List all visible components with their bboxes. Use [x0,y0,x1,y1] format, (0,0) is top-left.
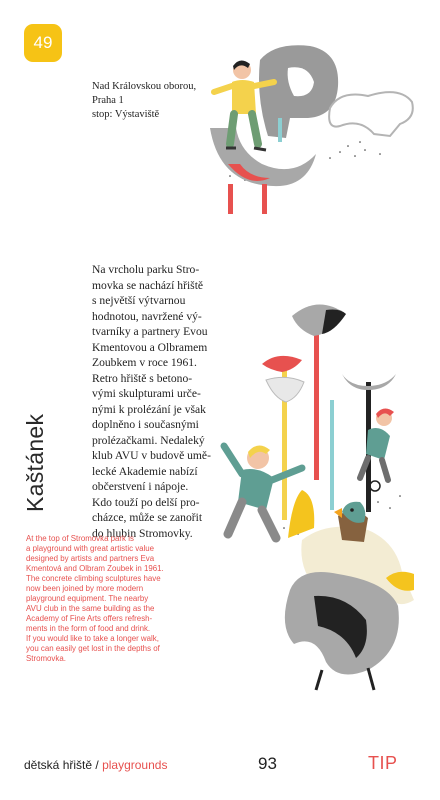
text-line: ments in the form of food and drink. [26,624,151,633]
text-line: do hlubin Stromovky. [92,526,193,540]
text-line: doplněno i současnými [92,418,199,431]
section-label-english: playgrounds [102,758,168,772]
playground-title: Kaštánek [22,413,48,512]
description-english [26,534,216,664]
transit-stop: stop: Výstaviště [92,109,160,120]
text-line: If you would like to take a longer walk, [26,634,159,643]
page-number: 93 [258,754,277,773]
text-line: Academy of Fine Arts offers refresh- [26,614,153,623]
text-line: you can easily get lost in the depths of [26,644,160,653]
tip-label: TIP [368,753,398,773]
section-label [24,758,167,772]
text-line: At the top of Stromovka park is [26,534,134,543]
text-line: Retro hřiště s betono- [92,371,193,385]
text-line: Zoubkem v roce 1961. [92,356,197,369]
entry-number: 49 [33,33,53,52]
text-line: Na vrcholu parku Stro- [92,263,200,276]
text-line: prolézačkami. Nedaleký [92,433,205,447]
text-line: a playground with great artistic value [26,544,155,553]
text-line: Kmentovou a Olbramem [92,340,208,354]
description-czech [92,262,216,541]
text-line: playground equipment. The nearby [26,594,149,603]
text-line: AVU club in the same building as the [26,604,155,613]
text-line: hodnotou, navržené vý- [92,309,202,323]
section-label-czech: dětská hřiště [24,758,93,772]
text-line: Kmentová and Olbram Zoubek in 1961. [26,564,164,573]
text-line: now been joined by more modern [26,584,144,593]
main-illustration [218,290,428,740]
top-illustration [190,38,430,218]
text-line: lecké Akademie nabízí [92,464,198,478]
text-line: cházce, může se zanořit [92,511,203,524]
text-line: The concrete climbing sculptures have [26,574,161,583]
text-line: nými k prolézání je však [92,402,206,416]
text-line: Kdo touží po delší pro- [92,495,200,509]
address-line: Nad Královskou oborou, [92,81,197,92]
text-line: vými skulpturami urče- [92,387,201,400]
text-line: designed by artists and partners Eva [26,554,155,563]
address-block [92,80,202,122]
text-line: občerstvení i nápoje. [92,480,189,493]
text-line: tvarníky a partnery Evou [92,325,208,338]
text-line: Stromovka. [26,654,66,663]
text-line: s největší výtvarnou [92,294,186,307]
address-line: Praha 1 [92,95,124,106]
text-line: movka se nachází hřiště [92,278,204,292]
text-line: klub AVU v budově umě- [92,449,211,462]
entry-number-badge [24,24,62,62]
section-separator: / [92,758,103,772]
